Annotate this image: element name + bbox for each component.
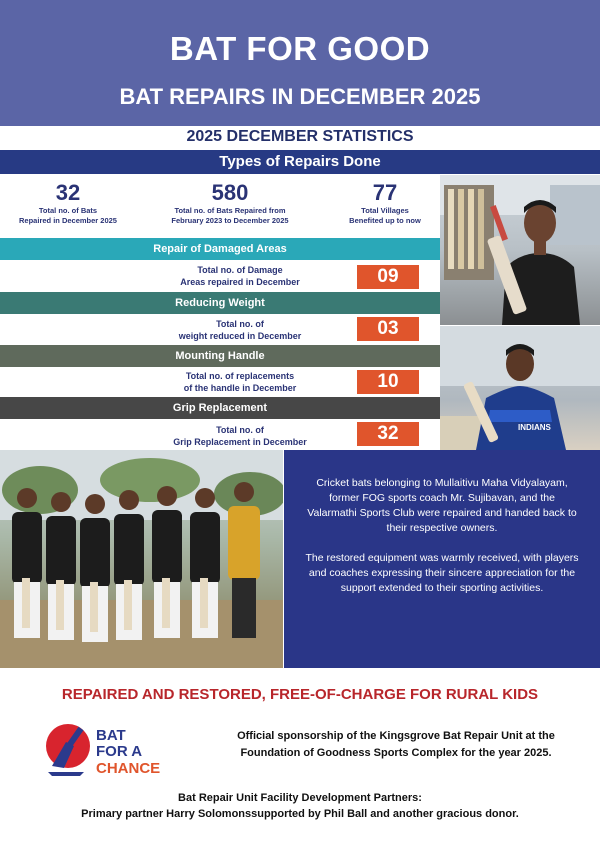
label-line2: weight reduced in December (178, 331, 302, 341)
label-line1: Total no. of replacements (185, 371, 295, 381)
logo-text-line3: CHANCE (96, 760, 161, 777)
value-badge: 03 (357, 317, 419, 341)
kpi-label-line1: Total no. of Bats Repaired from (174, 206, 286, 215)
kpi-label-line2: February 2023 to December 2025 (171, 216, 289, 225)
description-paragraph-1: Cricket bats belonging to Mullaitivu Maha Vidyalayam, former FOG sports coach Mr. Sujibavan, and the Valarmathi Sports Club were repaired and handed back to their respective owners. (307, 477, 577, 534)
kpi-value: 580 (211, 180, 249, 205)
label-line2: Grip Replacement in December (173, 437, 307, 447)
kpi-bats-total (150, 180, 310, 226)
stats-title: 2025 DECEMBER STATISTICS (186, 128, 414, 145)
header-banner (0, 0, 600, 126)
kpi-value: 77 (372, 180, 398, 205)
photo-team-group (0, 450, 283, 668)
category-repair-damaged: Repair of Damaged Areas (0, 238, 440, 260)
sponsor-line2: Foundation of Goodness Sports Complex for the year 2025. (240, 747, 552, 759)
label-line1: Total no. of Damage (197, 265, 283, 275)
category-grip-replacement: Grip Replacement (0, 397, 440, 419)
kpi-label-line2: Benefited up to now (349, 216, 421, 225)
category-label (150, 424, 330, 448)
logo-text-line1: BAT (96, 727, 126, 744)
page-title: BAT FOR GOOD (169, 30, 431, 67)
bat-for-a-chance-logo (44, 722, 174, 778)
category-mounting-handle: Mounting Handle (0, 345, 440, 367)
label-line2: Areas repaired in December (180, 277, 300, 287)
value-badge: 09 (357, 265, 419, 289)
kpi-label-line1: Total no. of Bats (38, 206, 98, 215)
page-subtitle: BAT REPAIRS IN DECEMBER 2025 (119, 84, 481, 109)
kpi-label-line2: Repaired in December 2025 (19, 216, 117, 225)
partners-line2: Primary partner Harry Solomonssupported by Phil Ball and another gracious donor. (81, 808, 519, 820)
partners-line1: Bat Repair Unit Facility Development Partners: (178, 792, 422, 804)
kpi-villages (330, 180, 440, 226)
photo-player-illustration (440, 175, 600, 325)
value-badge: 32 (357, 422, 419, 446)
label-line1: Total no. of (216, 425, 264, 435)
photo-player-with-bat (440, 175, 600, 325)
photo-team-illustration (0, 450, 283, 668)
value-badge: 10 (357, 370, 419, 394)
sponsor-text (206, 728, 586, 762)
description-paragraph-2: The restored equipment was warmly received, with players and coaches expressing their sincere appreciation for the support extended to their sporting activities. (305, 552, 579, 594)
partners-text (0, 790, 600, 822)
kpi-bats-december (8, 180, 128, 226)
logo-mark (44, 722, 174, 778)
photo-young-player-illustration (440, 326, 600, 450)
logo-text-line2: FOR A (96, 743, 143, 760)
jersey-text: INDIANS (518, 423, 551, 432)
category-label (150, 370, 330, 394)
category-reducing-weight: Reducing Weight (0, 292, 440, 314)
category-label (150, 318, 330, 342)
label-line2: of the handle in December (183, 383, 297, 393)
description-panel (284, 450, 600, 668)
category-label (150, 264, 330, 288)
types-header: Types of Repairs Done (0, 150, 600, 174)
kpi-value: 32 (55, 180, 81, 205)
tagline: REPAIRED AND RESTORED, FREE-OF-CHARGE FOR RURAL KIDS (61, 686, 539, 703)
sponsor-line1: Official sponsorship of the Kingsgrove Bat Repair Unit at the (237, 730, 555, 742)
label-line1: Total no. of (216, 319, 264, 329)
photo-young-player (440, 326, 600, 450)
kpi-label-line1: Total Villages (361, 206, 409, 215)
